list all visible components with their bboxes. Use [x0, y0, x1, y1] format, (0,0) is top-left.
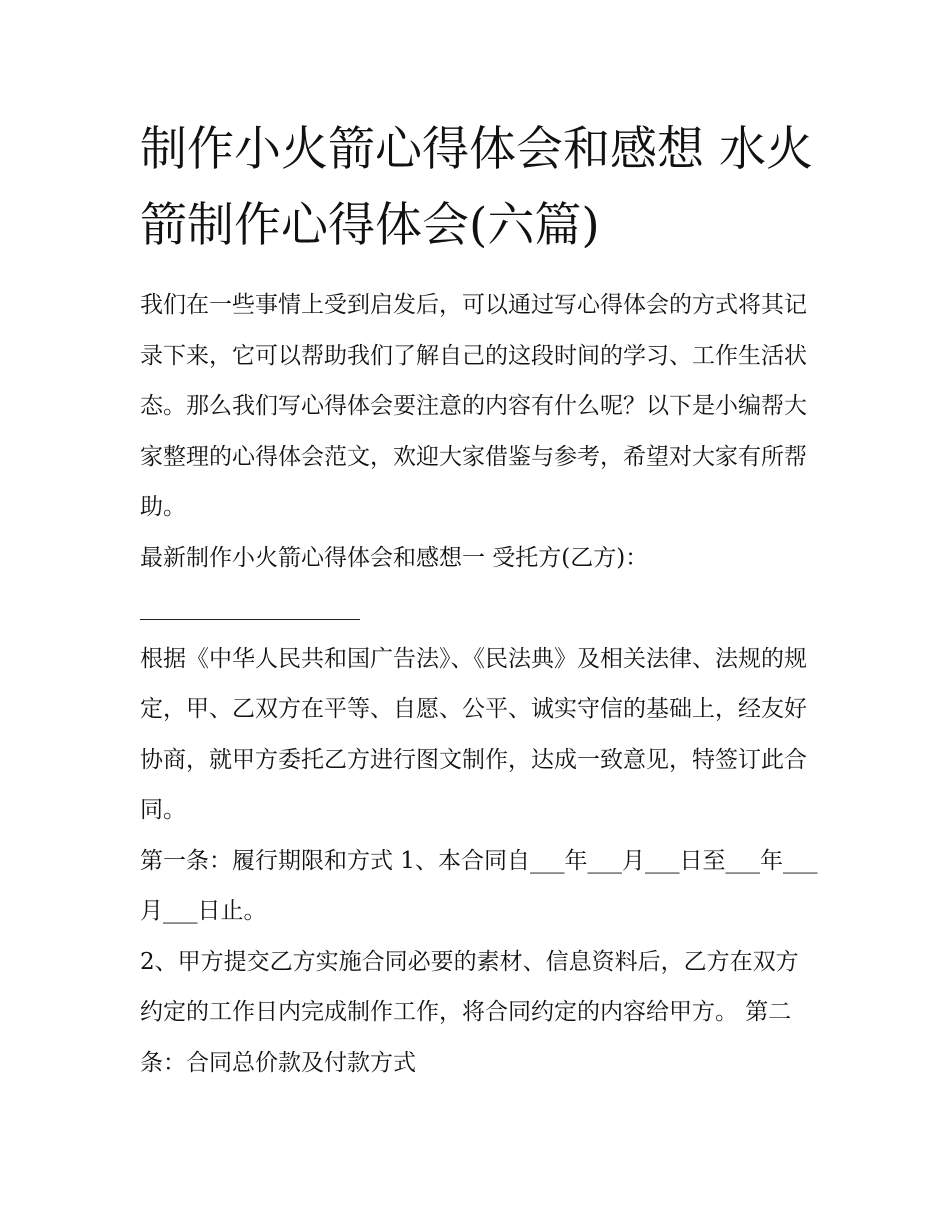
signature-blank-line — [140, 583, 360, 634]
intro-paragraph: 我们在一些事情上受到启发后，可以通过写心得体会的方式将其记录下来，它可以帮助我们了解自己的这段时间的学习、工作生活状态。那么我们写心得体会要注意的内容有什么呢？以下是小编帮大家整理的心得体会范文，欢迎大家借鉴与参考，希望对大家有所帮助。 — [140, 292, 807, 520]
document-body — [140, 280, 820, 1088]
law-paragraph: 根据《中华人民共和国广告法》、《民法典》及相关法律、法规的规定，甲、乙双方在平等、自愿、公平、诚实守信的基础上，经友好协商，就甲方委托乙方进行图文制作，达成一致意见，特签订此合同。 — [140, 645, 807, 823]
document-title: 制作小火箭心得体会和感想 水火箭制作心得体会(六篇) — [140, 122, 813, 253]
item-two-paragraph: 2、甲方提交乙方实施合同必要的素材、信息资料后，乙方在双方约定的工作日内完成制作工作，将合同约定的内容给甲方。 第二条：合同总价款及付款方式 — [140, 948, 799, 1076]
section-heading: 最新制作小火箭心得体会和感想一 受托方(乙方)： — [140, 544, 649, 571]
article-one-paragraph: 第一条：履行期限和方式 1、本合同自___年___月___日至___年___月___日止。 — [140, 847, 818, 924]
